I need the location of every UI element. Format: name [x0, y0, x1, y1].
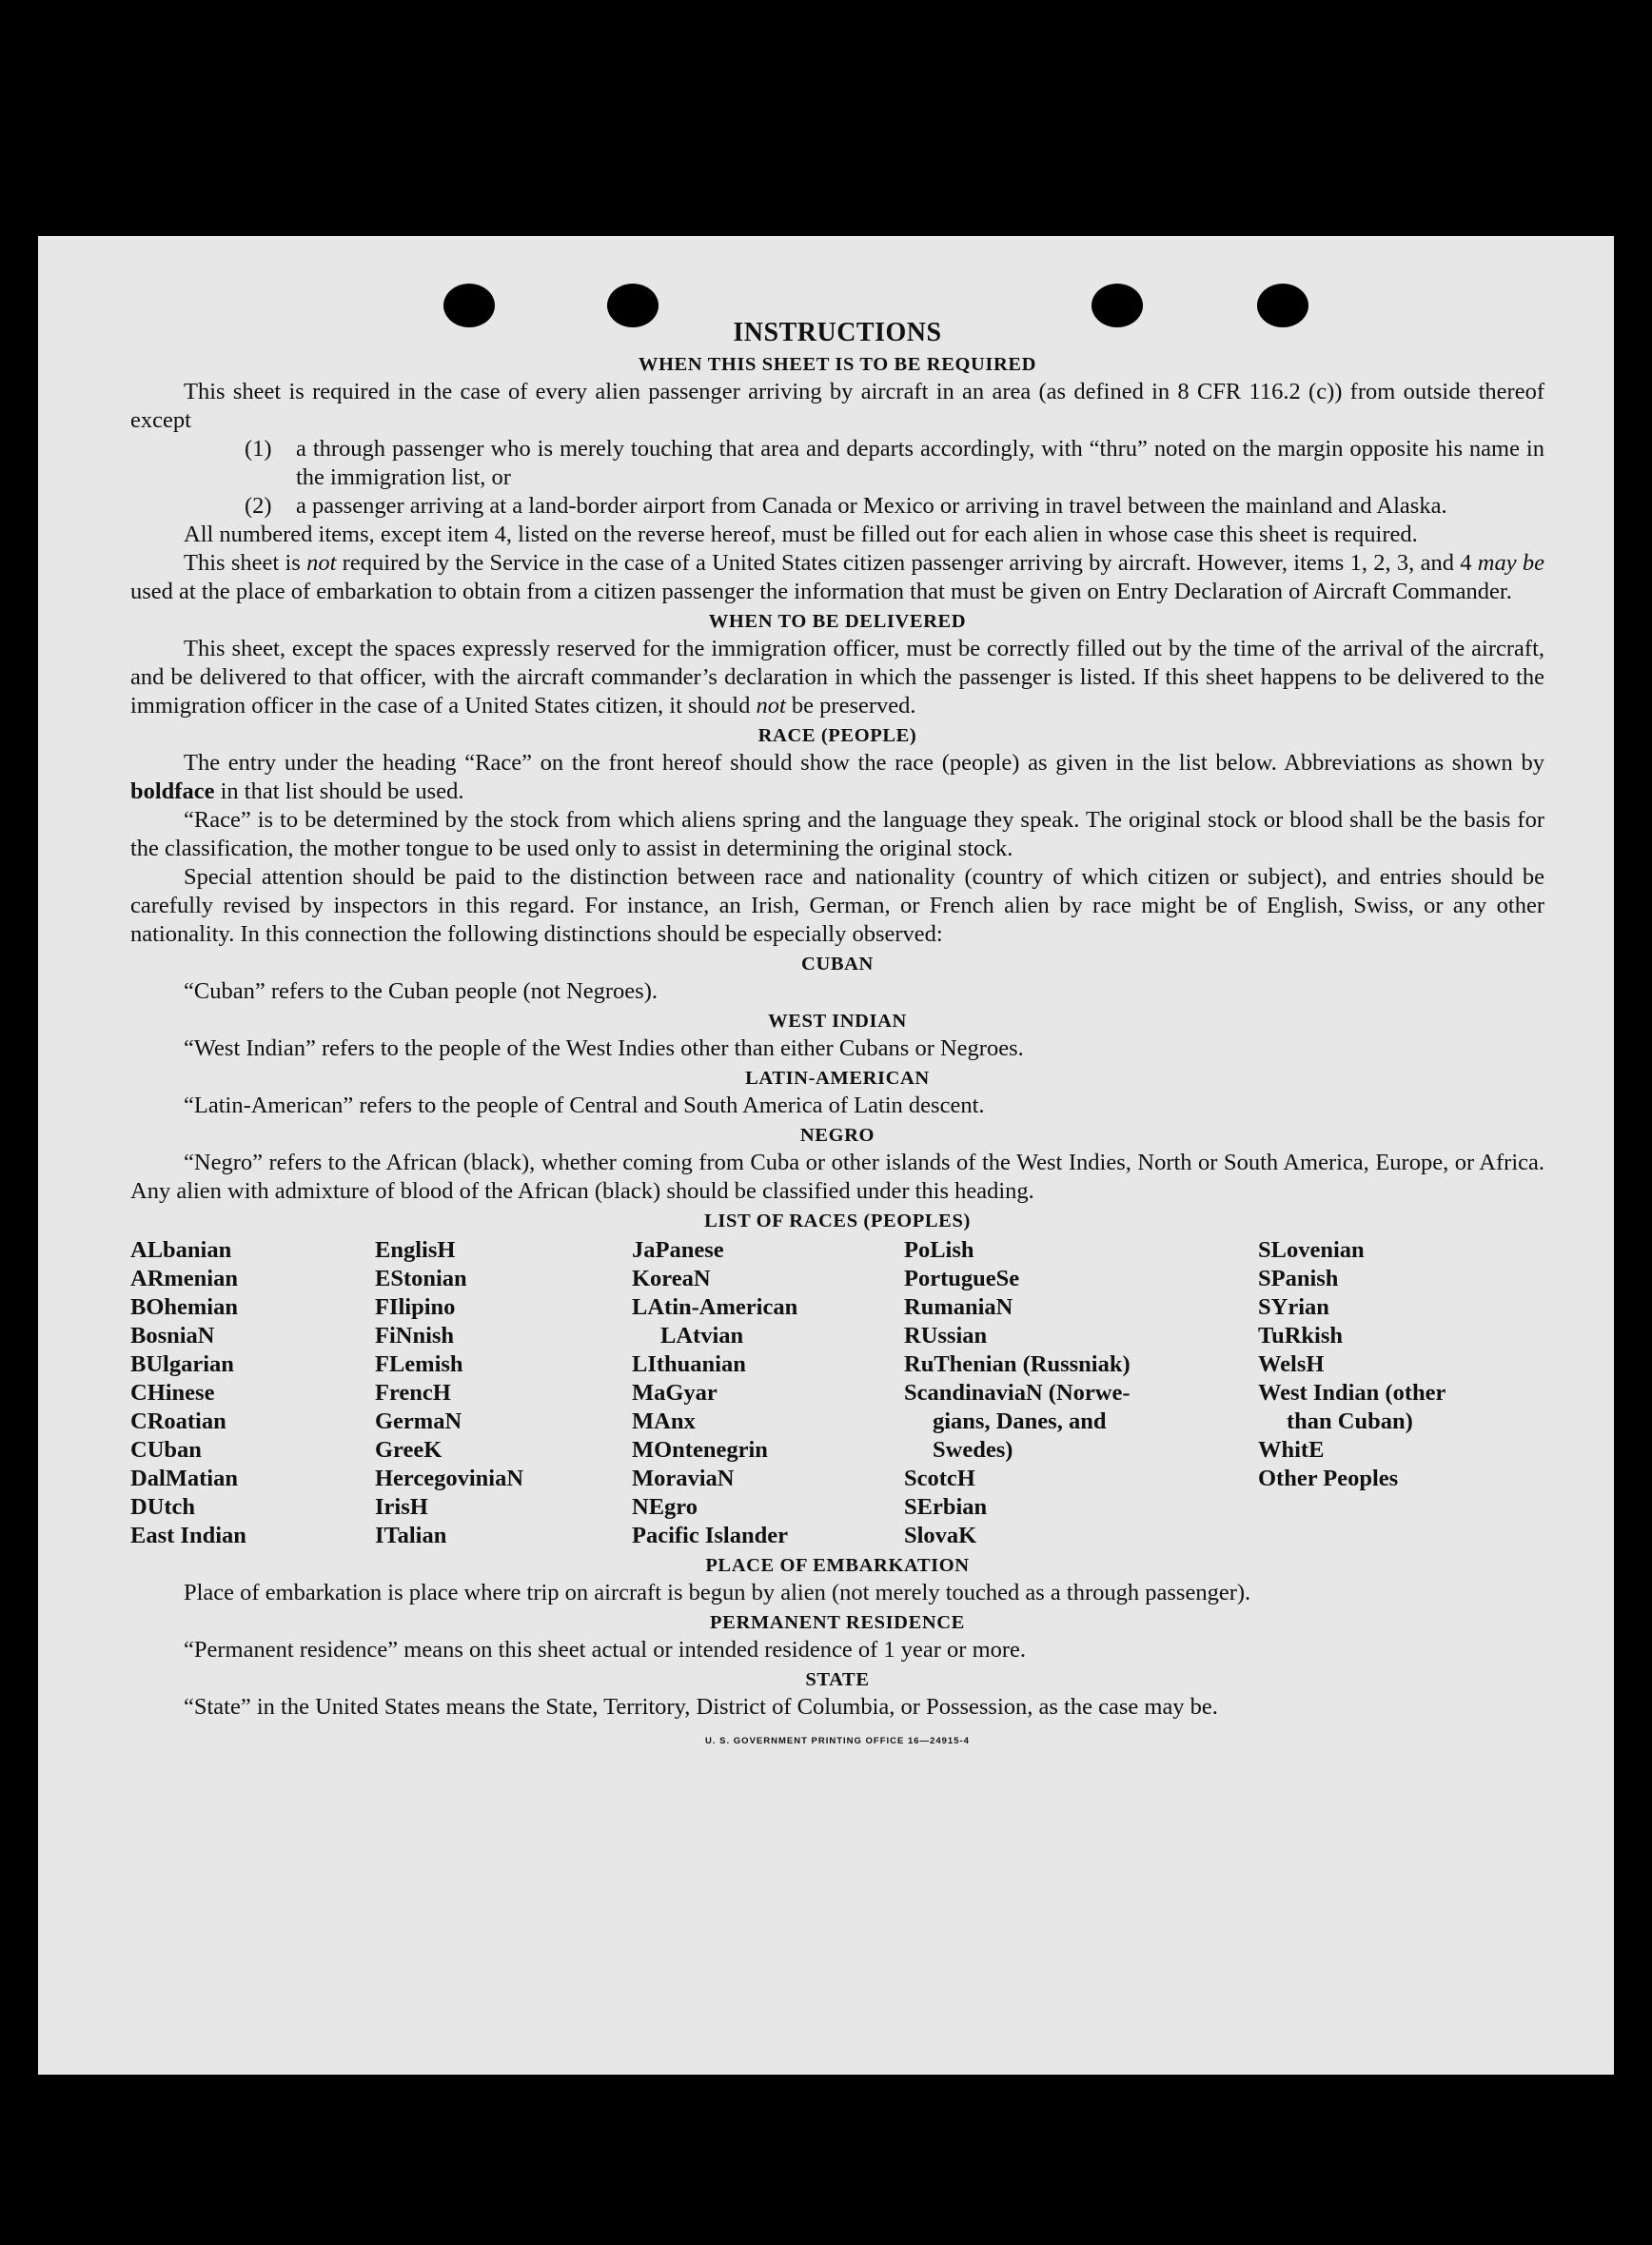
section-heading: LATIN-AMERICAN: [745, 1068, 930, 1089]
race-entry: MAnx: [632, 1408, 696, 1434]
text-run: The entry under the heading “Race” on the front hereof should show the race (people) as given in the list below. Abbreviations as shown by: [184, 750, 1544, 776]
paragraph: “Cuban” refers to the Cuban people (not Negroes).: [184, 978, 658, 1004]
race-entry: BOhemian: [130, 1294, 238, 1320]
paragraph: All numbered items, except item 4, listed on the reverse hereof, must be filled out for each alien in whose case this sheet is required.: [184, 522, 1418, 547]
race-entry: West Indian (other: [1258, 1380, 1446, 1406]
instructions-content: [130, 317, 1544, 1756]
race-entry: Pacific Islander: [632, 1523, 788, 1548]
race-entry: PoLish: [904, 1237, 974, 1263]
text-run: This sheet, except the spaces expressly reserved for the immigration officer, must be correctly filled out by the time of the arrival of the aircraft, and be delivered to that officer, with the aircraft commander’s declaration in which the passenger is listed. If this sheet happens to be delivered to the immigration officer in the case of a United States citizen, it should: [130, 636, 1544, 719]
document-sheet: [38, 236, 1614, 2075]
race-entry: LIthuanian: [632, 1351, 746, 1377]
item-number: (2): [245, 493, 272, 519]
paragraph: [130, 749, 1544, 806]
races-list: [130, 1236, 1544, 1550]
race-entry: FIlipino: [375, 1294, 456, 1320]
list-item: [130, 492, 1544, 521]
race-entry: MaGyar: [632, 1380, 718, 1406]
section-heading: NEGRO: [799, 1125, 875, 1146]
section-heading: PERMANENT RESIDENCE: [710, 1612, 965, 1633]
race-entry: FLemish: [375, 1351, 463, 1377]
text-run: This sheet is: [184, 550, 307, 576]
section-heading: RACE (PEOPLE): [757, 725, 917, 746]
item-number: (1): [245, 436, 272, 462]
race-entry: SPanish: [1258, 1266, 1339, 1291]
paragraph: “Latin-American” refers to the people of Central and South America of Latin descent.: [184, 1093, 985, 1118]
item-text: a through passenger who is merely touching that area and departs accordingly, with “thru” noted on the margin opposite his name in the immigration list, or: [296, 436, 1544, 490]
race-entry: JaPanese: [632, 1237, 724, 1263]
paragraph: “State” in the United States means the State, Territory, District of Columbia, or Possession, as the case may be.: [184, 1694, 1218, 1720]
race-entry: RumaniaN: [904, 1294, 1013, 1320]
race-entry: PortugueSe: [904, 1266, 1020, 1291]
race-entry: WelsH: [1258, 1351, 1325, 1377]
paragraph: [130, 635, 1544, 720]
paragraph: “Negro” refers to the African (black), whether coming from Cuba or other islands of the West Indies, North or South America, Europe, or Africa. Any alien with admixture of blood of the African (black) should be classified under this heading.: [130, 1150, 1544, 1204]
race-entry: DUtch: [130, 1494, 196, 1520]
paragraph: Place of embarkation is place where trip on aircraft is begun by alien (not merely touched as a through passenger).: [184, 1580, 1251, 1605]
race-entry: CRoatian: [130, 1408, 226, 1434]
section-heading: WHEN THIS SHEET IS TO BE REQUIRED: [638, 354, 1037, 375]
race-entry: EnglisH: [375, 1237, 456, 1263]
race-entry: RUssian: [904, 1323, 988, 1349]
race-entry: GreeK: [375, 1437, 442, 1463]
item-text: a passenger arriving at a land-border airport from Canada or Mexico or arriving in travel between the mainland and Alaska.: [296, 493, 1447, 519]
race-entry: LAtvian: [660, 1323, 744, 1349]
race-entry: WhitE: [1258, 1437, 1325, 1463]
race-entry: CUban: [130, 1437, 202, 1463]
section-heading: CUBAN: [801, 954, 874, 975]
races-column: [904, 1236, 1258, 1550]
list-item: [130, 435, 1544, 492]
race-entry: FrencH: [375, 1380, 451, 1406]
race-entry: NEgro: [632, 1494, 698, 1520]
race-entry: ScandinaviaN (Norwe-: [904, 1380, 1131, 1406]
paragraph: “Permanent residence” means on this sheet actual or intended residence of 1 year or more.: [184, 1637, 1027, 1663]
races-column: [1258, 1236, 1544, 1550]
races-column: [375, 1236, 632, 1550]
race-entry: FiNnish: [375, 1323, 455, 1349]
race-entry: Other Peoples: [1258, 1466, 1399, 1491]
text-run: be preserved.: [785, 693, 916, 719]
race-entry: than Cuban): [1287, 1408, 1413, 1434]
section-heading: WHEN TO BE DELIVERED: [708, 611, 967, 632]
races-column: [130, 1236, 375, 1550]
bold-text: boldface: [130, 778, 215, 804]
emphasis-text: may be: [1477, 550, 1544, 576]
race-entry: GermaN: [375, 1408, 462, 1434]
race-entry: IrisH: [375, 1494, 428, 1520]
race-entry: KoreaN: [632, 1266, 711, 1291]
race-entry: RuThenian (Russniak): [904, 1351, 1131, 1377]
section-heading: PLACE OF EMBARKATION: [705, 1555, 970, 1576]
races-column: [632, 1236, 904, 1550]
paragraph: This sheet is required in the case of every alien passenger arriving by aircraft in an area (as defined in 8 CFR 116.2 (c)) from outside thereof except: [130, 379, 1544, 433]
race-entry: SErbian: [904, 1494, 988, 1520]
section-heading: LIST OF RACES (PEOPLES): [704, 1211, 971, 1231]
race-entry: TuRkish: [1258, 1323, 1344, 1349]
race-entry: SLovenian: [1258, 1237, 1365, 1263]
race-entry: EStonian: [375, 1266, 467, 1291]
race-entry: gians, Danes, and: [933, 1408, 1107, 1434]
race-entry: HercegoviniaN: [375, 1466, 524, 1491]
race-entry: SlovaK: [904, 1523, 977, 1548]
paragraph: “Race” is to be determined by the stock from which aliens spring and the language they speak. The original stock or blood shall be the basis for the classification, the mother tongue to be used only to assist in determining the original stock.: [130, 807, 1544, 861]
race-entry: MOntenegrin: [632, 1437, 768, 1463]
section-heading: STATE: [805, 1669, 870, 1690]
race-entry: SYrian: [1258, 1294, 1329, 1320]
race-entry: ITalian: [375, 1523, 447, 1548]
race-entry: BUlgarian: [130, 1351, 234, 1377]
paragraph: “West Indian” refers to the people of the West Indies other than either Cubans or Negroes.: [184, 1035, 1024, 1061]
section-heading: WEST INDIAN: [768, 1011, 907, 1032]
race-entry: ScotcH: [904, 1466, 975, 1491]
race-entry: Swedes): [933, 1437, 1013, 1463]
emphasis-text: not: [756, 693, 786, 719]
emphasis-text: not: [306, 550, 337, 576]
paragraph: Special attention should be paid to the distinction between race and nationality (country of which citizen or subject), and entries should be carefully revised by inspectors in this regard. For instance, an Irish, German, or French alien by race might be of English, Swiss, or any other nationality. In this connection the following distinctions should be especially observed:: [130, 864, 1544, 947]
race-entry: CHinese: [130, 1380, 215, 1406]
paragraph: [130, 549, 1544, 606]
race-entry: East Indian: [130, 1523, 246, 1548]
race-entry: BosniaN: [130, 1323, 215, 1349]
race-entry: DalMatian: [130, 1466, 238, 1491]
text-run: in that list should be used.: [214, 778, 464, 804]
page-title: INSTRUCTIONS: [733, 318, 942, 347]
printer-imprint: U. S. GOVERNMENT PRINTING OFFICE 16—24915-4: [705, 1736, 970, 1746]
race-entry: ARmenian: [130, 1266, 238, 1291]
race-entry: MoraviaN: [632, 1466, 735, 1491]
race-entry: ALbanian: [130, 1237, 232, 1263]
text-run: required by the Service in the case of a United States citizen passenger arriving by aircraft. However, items 1, 2, 3, and 4: [336, 550, 1478, 576]
race-entry: LAtin-American: [632, 1294, 798, 1320]
text-run: used at the place of embarkation to obtain from a citizen passenger the information that must be given on Entry Declaration of Aircraft Commander.: [130, 579, 1512, 604]
